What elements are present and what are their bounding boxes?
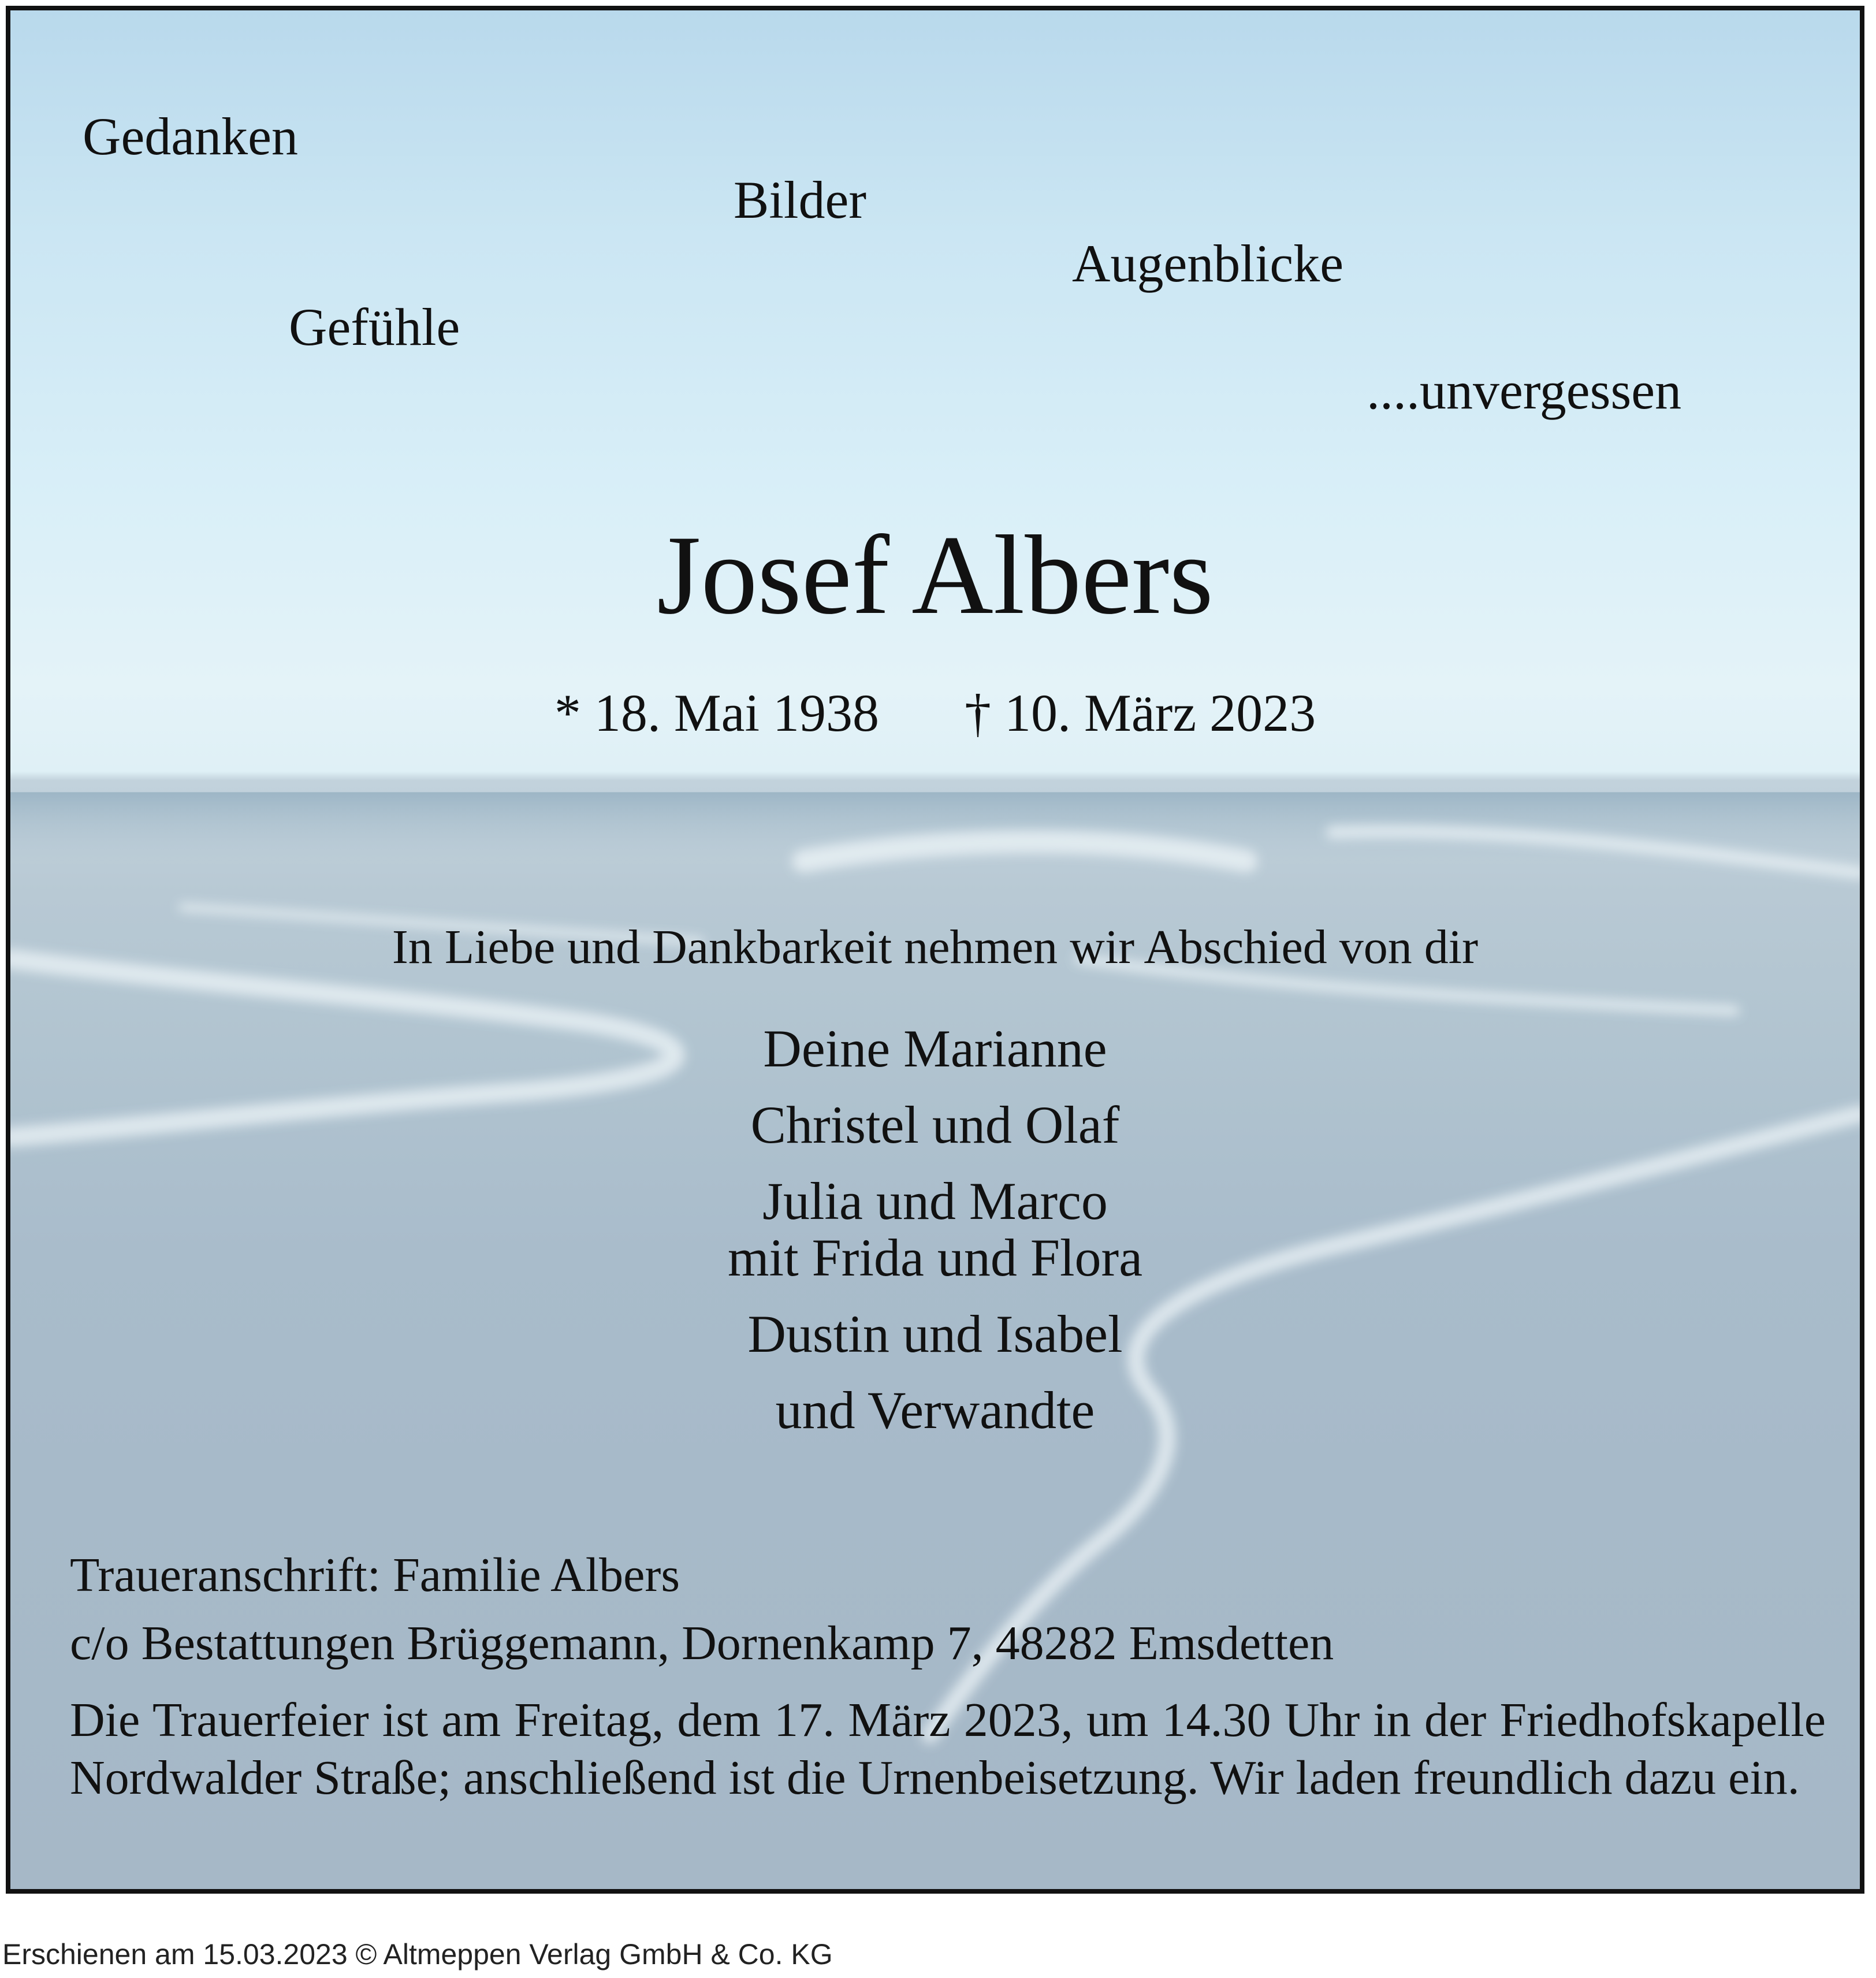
life-dates — [10, 683, 1860, 742]
obituary-notice — [6, 6, 1864, 1894]
address-line-2: c/o Bestattungen Brüggemann, Dornenkamp 7, 48282 Emsdetten — [70, 1616, 1334, 1670]
death-date: † 10. März 2023 — [965, 683, 1316, 742]
mourner-line: Deine Marianne — [763, 1019, 1107, 1078]
mourner-line: Christel und Olaf — [750, 1095, 1120, 1154]
deceased-name: Josef Albers — [657, 512, 1214, 638]
mourners-list — [10, 1020, 1860, 1438]
word-gefuehle: Gefühle — [289, 298, 460, 356]
ceremony-info: Die Trauerfeier ist am Freitag, dem 17. März 2023, um 14.30 Uhr in der Friedhofskapelle Nordwalder Straße; anschließend ist die Urnenbeisetzung. Wir laden freundlich dazu ein. — [70, 1693, 1826, 1805]
word-gedanken: Gedanken — [83, 107, 298, 166]
address-line-1: Traueranschrift: Familie Albers — [70, 1548, 680, 1602]
word-bilder: Bilder — [734, 170, 866, 229]
mourner-line: Julia und Marco — [762, 1172, 1108, 1230]
mourner-line: mit Frida und Flora — [727, 1228, 1143, 1287]
mourner-line: und Verwandte — [775, 1381, 1095, 1440]
mourner-line: Dustin und Isabel — [747, 1304, 1123, 1363]
mourning-address — [70, 1541, 1334, 1678]
farewell-line: In Liebe und Dankbarkeit nehmen wir Abschied von dir — [392, 920, 1479, 974]
birth-date: * 18. Mai 1938 — [554, 683, 880, 742]
word-augenblicke: Augenblicke — [1072, 234, 1344, 293]
word-unvergessen: ....unvergessen — [1367, 361, 1682, 420]
publication-footer: Erschienen am 15.03.2023 © Altmeppen Verlag GmbH & Co. KG — [2, 1938, 833, 1970]
